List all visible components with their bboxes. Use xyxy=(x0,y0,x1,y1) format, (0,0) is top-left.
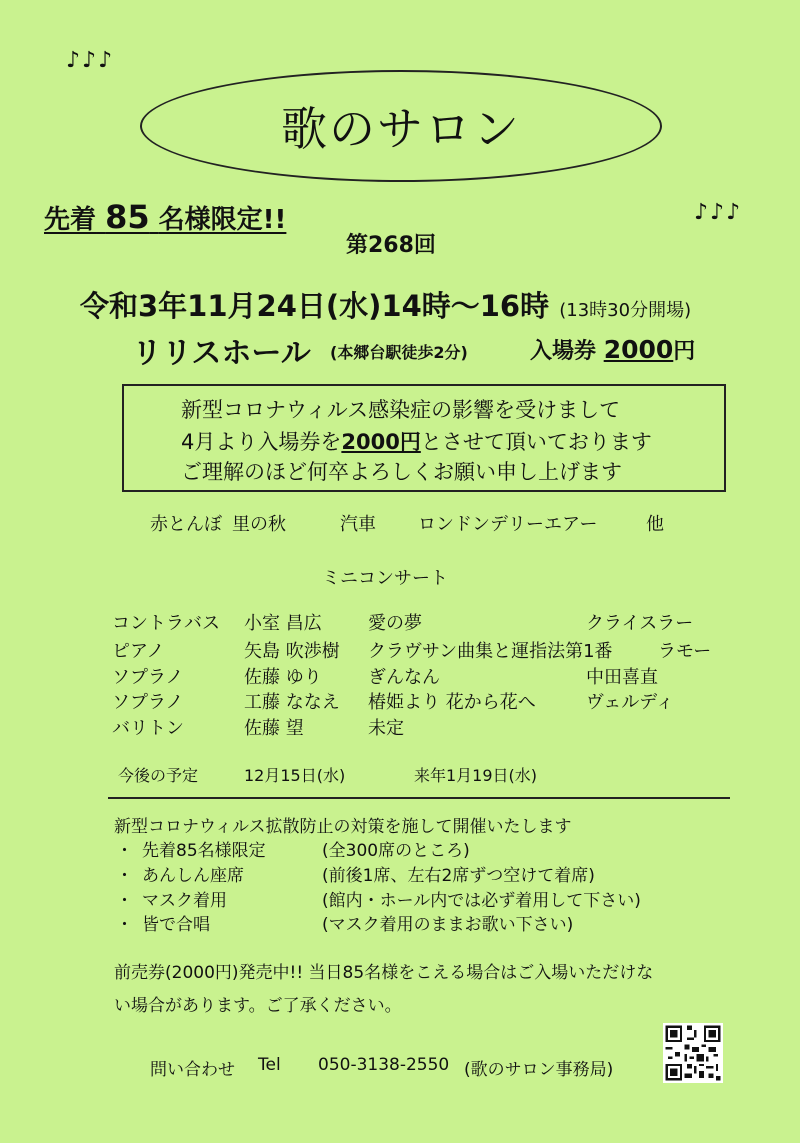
measure-detail: (館内・ホール内では必ず着用して下さい) xyxy=(322,891,641,911)
notice-line-2-post: とさせて頂いております xyxy=(420,430,652,454)
schedule-label: 今後の予定 xyxy=(118,766,199,785)
advance-sale-line-1: 前売券(2000円)発売中!! 当日85名様をこえる場合はご入場いただけな xyxy=(114,963,654,983)
contact-label: 問い合わせ xyxy=(150,1060,235,1080)
performer-piece: 未定 xyxy=(368,718,404,739)
measure-detail: (前後1席、左右2席ずつ空けて着席) xyxy=(322,866,595,886)
bullet: ・ xyxy=(116,841,133,861)
performer-name: 工藤 ななえ xyxy=(244,692,340,713)
song-item: 他 xyxy=(646,514,664,535)
performer-instrument: バリトン xyxy=(112,718,184,739)
notice-line-2 xyxy=(181,426,652,456)
ticket-amount: 2000 xyxy=(603,335,674,364)
qr-code-icon xyxy=(663,1023,723,1087)
song-item: ロンドンデリーエアー xyxy=(418,514,598,535)
limited-prefix: 先着 xyxy=(44,205,97,235)
notice-line-1: 新型コロナウィルス感染症の影響を受けまして xyxy=(181,398,621,422)
contact-office: (歌のサロン事務局) xyxy=(464,1060,614,1080)
song-item: 汽車 xyxy=(340,514,376,535)
event-round: 第268回 xyxy=(346,233,436,258)
bullet: ・ xyxy=(116,866,133,886)
performer-instrument: ピアノ xyxy=(112,641,165,662)
advance-sale-note xyxy=(114,958,653,1016)
doors-open-time: (13時30分開場) xyxy=(559,300,692,321)
measure-label: 皆で合唱 xyxy=(142,915,210,935)
mini-concert-title: ミニコンサート xyxy=(322,568,448,589)
measure-detail: (全300席のところ) xyxy=(322,841,470,861)
divider xyxy=(108,797,730,799)
performer-piece: クラヴサン曲集と運指法第1番 xyxy=(368,641,613,662)
ticket-label: 入場券 xyxy=(530,339,597,364)
performer-composer: 中田喜直 xyxy=(586,667,658,688)
measure-label: マスク着用 xyxy=(142,891,227,911)
schedule-date: 来年1月19日(水) xyxy=(414,766,538,785)
measure-detail: (マスク着用のままお歌い下さい) xyxy=(322,915,574,935)
performer-composer: ラモー xyxy=(658,641,712,662)
performer-composer: クライスラー xyxy=(586,613,694,634)
venue-access: (本郷台駅徒歩2分) xyxy=(330,343,468,362)
page-title: 歌のサロン xyxy=(281,102,521,156)
music-notes-right: ♪♪♪ xyxy=(694,200,743,225)
performer-piece: ぎんなん xyxy=(368,667,440,688)
phone-number: 050-3138-2550 xyxy=(318,1055,450,1075)
performer-name: 佐藤 望 xyxy=(244,718,304,739)
bullet: ・ xyxy=(116,891,133,911)
limited-suffix: 名様限定!! xyxy=(158,205,287,235)
event-date xyxy=(80,284,691,325)
song-item: 里の秋 xyxy=(232,514,286,535)
measure-label: あんしん座席 xyxy=(142,866,244,886)
performer-piece: 椿姫より 花から花へ xyxy=(368,692,536,713)
tel-label: Tel xyxy=(258,1055,281,1075)
music-notes-left: ♪♪♪ xyxy=(66,48,115,73)
measures-heading: 新型コロナウィルス拡散防止の対策を施して開催いたします xyxy=(114,817,572,837)
performer-name: 小室 昌広 xyxy=(244,613,322,634)
event-datetime: 令和3年11月24日(水)14時～16時 xyxy=(80,289,550,323)
ticket-unit: 円 xyxy=(673,339,696,364)
performer-name: 矢島 吹渉樹 xyxy=(244,641,340,662)
performer-name: 佐藤 ゆり xyxy=(244,667,322,688)
limited-number: 85 xyxy=(105,198,150,236)
performer-piece: 愛の夢 xyxy=(368,613,422,634)
price-notice-box xyxy=(122,384,726,492)
ticket-price xyxy=(530,334,695,365)
venue-name: リリスホール xyxy=(132,336,311,371)
measure-label: 先着85名様限定 xyxy=(142,841,266,861)
bullet: ・ xyxy=(116,915,133,935)
song-item: 赤とんぼ xyxy=(150,514,222,535)
limited-seats-banner xyxy=(44,198,286,236)
performer-instrument: ソプラノ xyxy=(112,667,184,688)
schedule-date: 12月15日(水) xyxy=(244,766,346,785)
advance-sale-line-2: い場合があります。ご了承ください。 xyxy=(114,996,402,1016)
performer-instrument: コントラバス xyxy=(112,613,220,634)
performer-instrument: ソプラノ xyxy=(112,692,184,713)
notice-line-3: ご理解のほど何卒よろしくお願い申し上げます xyxy=(181,460,622,484)
notice-amount: 2000円 xyxy=(341,430,421,454)
notice-line-2-pre: 4月より入場券を xyxy=(181,430,342,454)
title-oval xyxy=(140,70,662,182)
performer-composer: ヴェルディ xyxy=(586,692,674,713)
